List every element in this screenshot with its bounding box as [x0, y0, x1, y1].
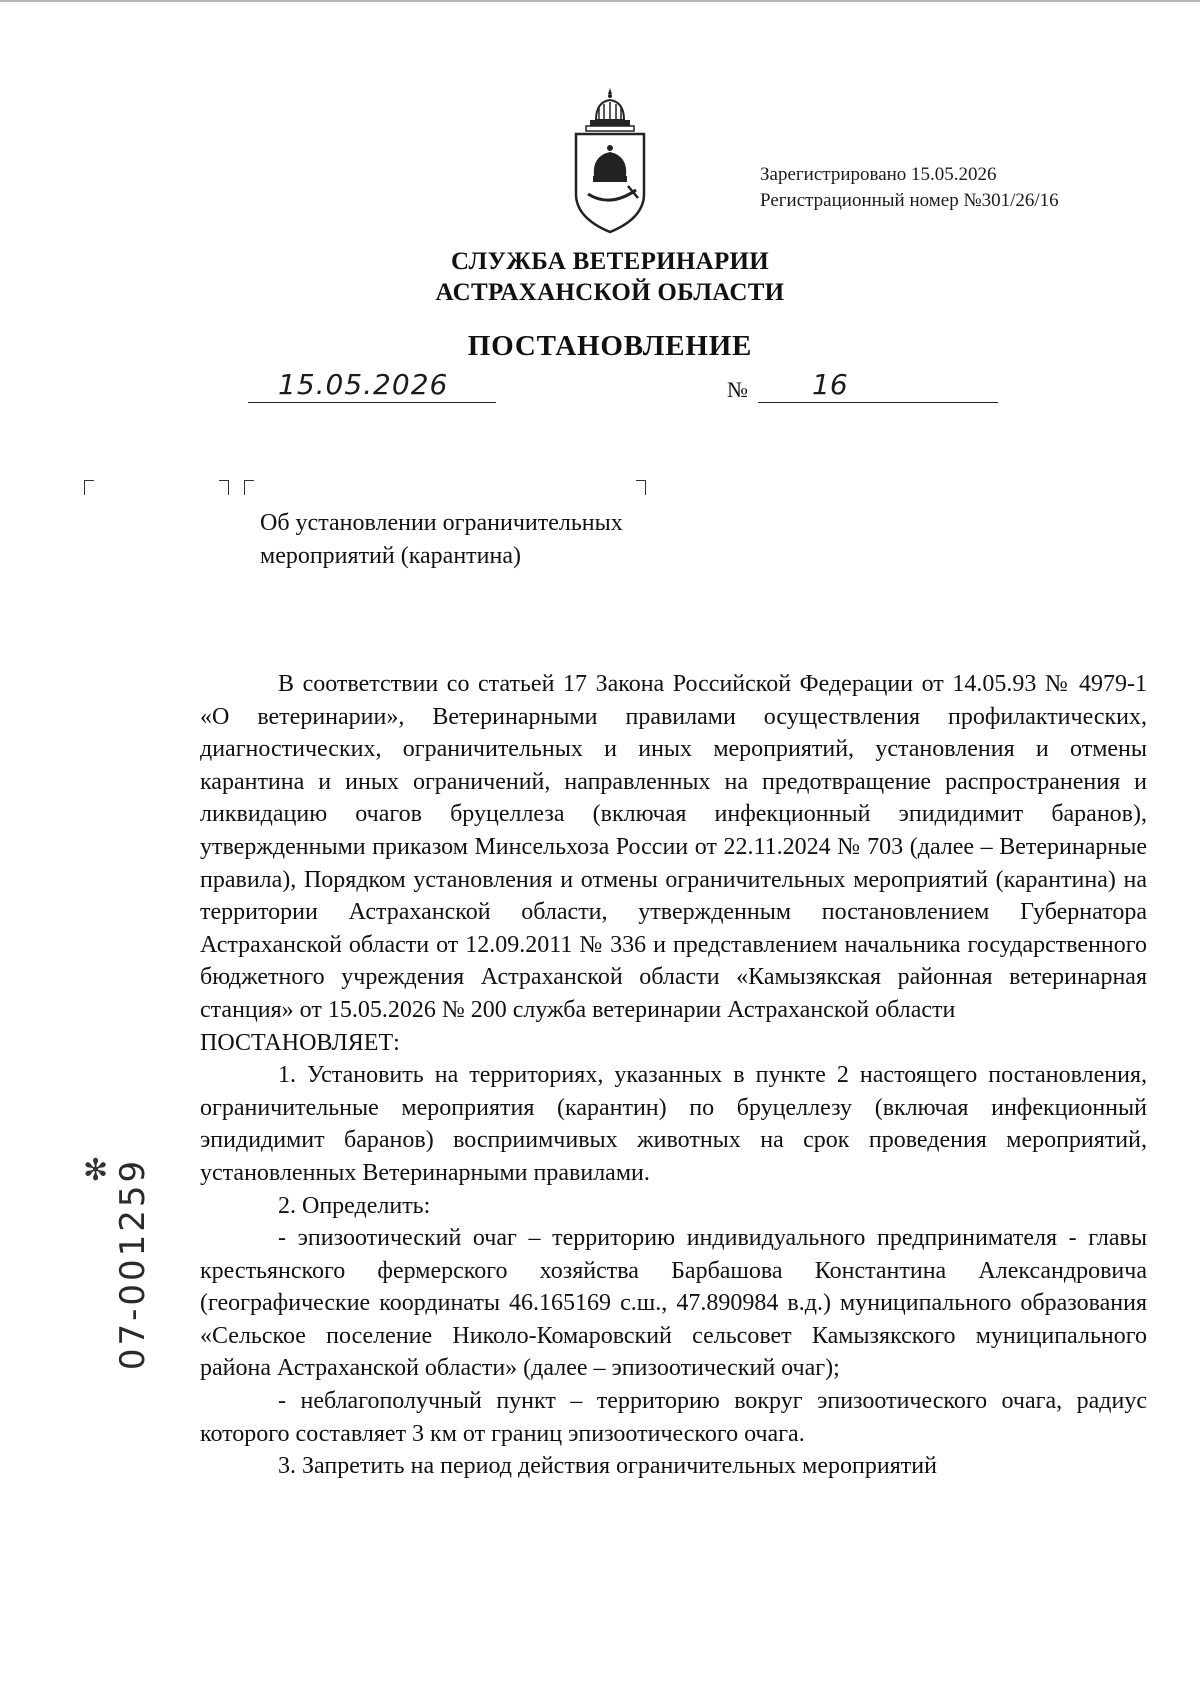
- asterisk-mark: ✻: [83, 1153, 109, 1188]
- agency-name-line1: СЛУЖБА ВЕТЕРИНАРИИ: [450, 248, 770, 275]
- document-body: [200, 668, 1147, 1483]
- item-1-paragraph: 1. Установить на территориях, указанных в пункте 2 настоящего постановления, ограничительные мероприятия (карантин) по бруцеллезу (включая инфекционный эпидидимит баранов) восприимчивых животных на срок проведения мероприятий, установленных Ветеринарными правилами.: [200, 1062, 1147, 1186]
- scan-top-edge: [0, 0, 1200, 2]
- document-subject: [260, 507, 623, 573]
- corner-mark: [244, 480, 254, 495]
- number-label: №: [727, 377, 748, 402]
- date-underline: [248, 402, 496, 403]
- handwritten-date: 15.05.2026: [278, 368, 449, 401]
- item-2-dash-2: - неблагополучный пункт – территорию вокруг эпизоотического очага, радиус которого составляет 3 км от границ эпизоотического очага.: [200, 1388, 1147, 1447]
- item-3-paragraph: 3. Запретить на период действия ограничительных мероприятий: [278, 1453, 937, 1480]
- resolves-heading: ПОСТАНОВЛЯЕТ:: [200, 1029, 400, 1056]
- agency-name: [330, 246, 890, 308]
- corner-mark: [636, 480, 646, 495]
- document-type-heading: ПОСТАНОВЛЕНИЕ: [467, 330, 753, 362]
- side-stamp-number: 07-001259: [113, 1157, 153, 1371]
- handwritten-number: 16: [812, 368, 848, 401]
- item-2-paragraph: 2. Определить:: [278, 1192, 431, 1219]
- corner-mark: [219, 480, 229, 495]
- preamble-paragraph: В соответствии со статьей 17 Закона Российской Федерации от 14.05.93 № 4979-1 «О ветеринарии», Ветеринарными правилами осуществления профилактических, диагностических, ограничительных и иных мероприятий, установления и отмены карантина и иных ограничений, направленных на предотвращение распространения и ликвидацию очагов бруцеллеза (включая инфекционный эпидидимит баранов), утвержденными приказом Минсельхоза России от 22.11.2024 № 703 (далее – Ветеринарные правила), Порядком установления и отмены ограничительных мероприятий (карантина) на территории Астраханской области, утвержденным постановлением Губернатора Астраханской области от 12.09.2011 № 336 и представлением начальника государственного бюджетного учреждения Астраханской области «Камызякская районная ветеринарная станция» от 15.05.2026 № 200 служба ветеринарии Астраханской области: [200, 671, 1147, 1023]
- subject-line1: Об установлении ограничительных: [260, 510, 623, 536]
- registration-stamp: [760, 162, 1059, 214]
- number-underline: [758, 402, 998, 403]
- agency-name-line2: АСТРАХАНСКОЙ ОБЛАСТИ: [435, 279, 785, 306]
- item-2-dash-1: - эпизоотический очаг – территорию индивидуального предпринимателя - главы крестьянского фермерского хозяйства Барбашова Константина Александровича (географические координаты 46.165169 с.ш., 47.890984 в.д.) муниципального образования «Сельское поселение Николо-Комаровский сельсовет Камызякского муниципального района Астраханской области» (далее – эпизоотический очаг);: [200, 1225, 1147, 1382]
- corner-mark: [84, 480, 94, 495]
- subject-line2: мероприятий (карантина): [260, 543, 521, 569]
- registration-number: Регистрационный номер №301/26/16: [760, 190, 1059, 211]
- registration-date: Зарегистрировано 15.05.2026: [760, 164, 997, 185]
- astrakhan-coat-of-arms-icon: [566, 86, 654, 236]
